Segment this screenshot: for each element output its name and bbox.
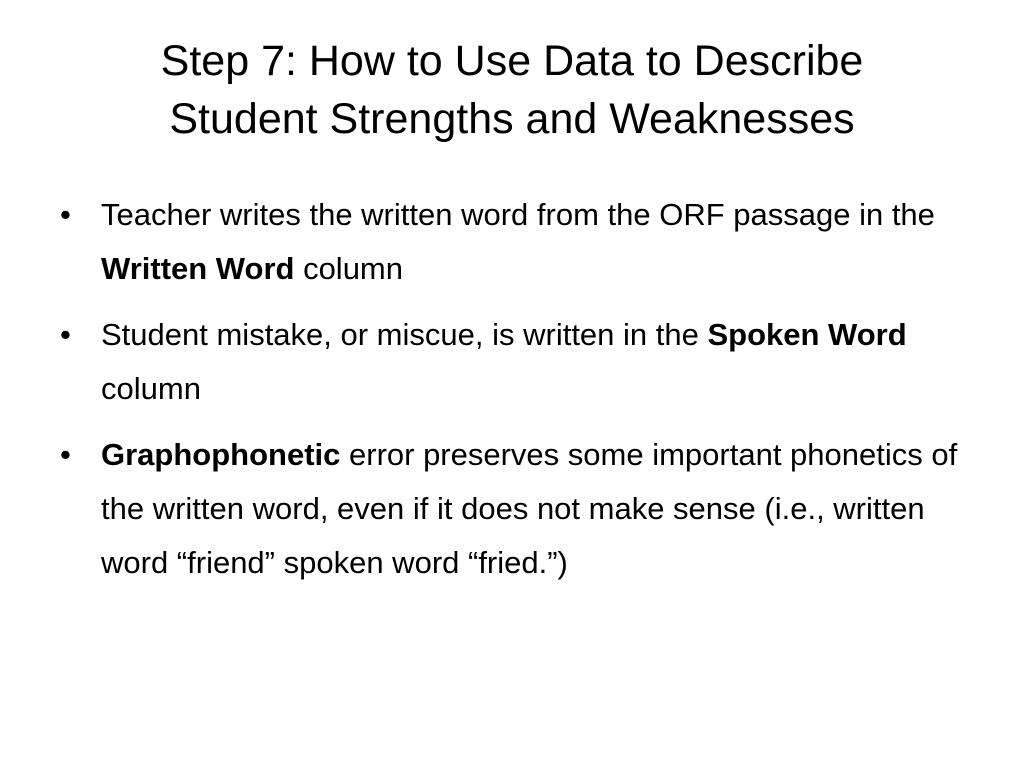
bullet-item-written-word	[60, 188, 980, 296]
bullet-text: column	[101, 371, 201, 406]
slide-title	[60, 32, 964, 148]
bullet-item-graphophonetic	[60, 428, 980, 590]
bullet-bold-text: Written Word	[101, 251, 295, 286]
bullet-text: error preserves some important phonetics of the written word, even if it does not make sense (i.e., written word “friend” spoken word “fried.”)	[101, 437, 958, 580]
bullet-icon: •	[60, 317, 71, 352]
bullet-text: Student mistake, or miscue, is written in the	[101, 317, 708, 352]
bullet-bold-text: Spoken Word	[707, 317, 907, 352]
bullet-text: column	[294, 251, 403, 286]
bullet-icon: •	[60, 197, 71, 232]
bullet-icon: •	[60, 437, 71, 472]
bullet-text: Teacher writes the written word from the ORF passage in the	[101, 197, 935, 232]
bullet-list	[60, 188, 980, 602]
title-line-2: Student Strengths and Weaknesses	[169, 95, 855, 143]
bullet-bold-text: Graphophonetic	[101, 437, 341, 472]
bullet-item-spoken-word	[60, 308, 980, 416]
title-line-1: Step 7: How to Use Data to Describe	[160, 37, 864, 85]
